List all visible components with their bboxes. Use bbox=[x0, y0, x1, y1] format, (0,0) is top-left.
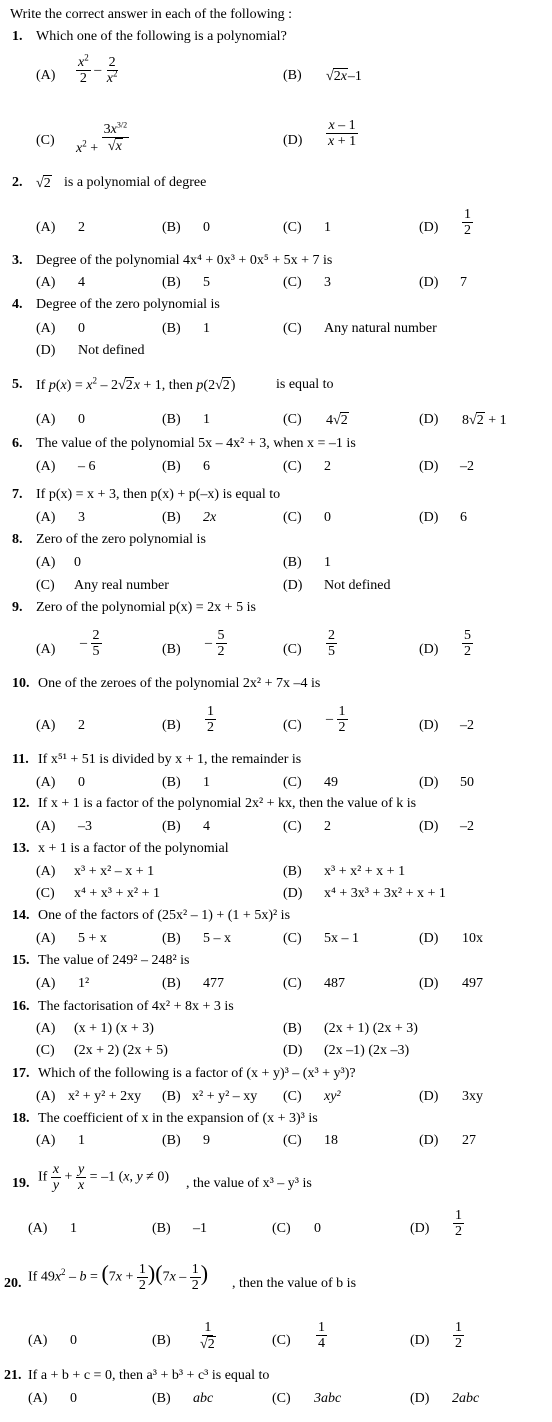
q13-option-d-label: (D) bbox=[283, 886, 303, 901]
q2-text: is a polynomial of degree bbox=[64, 175, 207, 190]
q10-option-b-value: $\frac{1}{2}$ bbox=[207, 704, 214, 735]
q21-number: 21. bbox=[4, 1368, 22, 1383]
q6-option-d-label: (D) bbox=[419, 459, 439, 474]
instruction: Write the correct answer in each of the following : bbox=[10, 7, 293, 22]
q16-option-c-label: (C) bbox=[36, 1043, 55, 1058]
q9-option-b-value: – $\frac{5}{2}$ bbox=[205, 628, 225, 659]
q5-condition: If $p(x) = x^2 - 2√2x + 1$, then p(2√2) bbox=[36, 375, 236, 393]
q4-option-b-label: (B) bbox=[162, 321, 181, 336]
q8-option-b-value: 1 bbox=[324, 555, 331, 570]
q4-option-c-value: Any natural number bbox=[324, 321, 437, 336]
q20-option-d-label: (D) bbox=[410, 1333, 430, 1348]
q15-option-b-value: 477 bbox=[203, 976, 224, 991]
q21-text: If a + b + c = 0, then a³ + b³ + c³ is equal to bbox=[28, 1368, 270, 1383]
q19-option-d-label: (D) bbox=[410, 1221, 430, 1236]
q10-number: 10. bbox=[12, 676, 30, 691]
q4-option-b-value: 1 bbox=[203, 321, 210, 336]
q10-option-c-value: – $\frac{1}{2}$ bbox=[326, 704, 346, 735]
q13-text: x + 1 is a factor of the polynomial bbox=[38, 841, 229, 856]
q7-option-a-value: 3 bbox=[78, 510, 85, 525]
q13-option-c-label: (C) bbox=[36, 886, 55, 901]
q10-option-d-label: (D) bbox=[419, 718, 439, 733]
q11-option-d-value: 50 bbox=[460, 775, 474, 790]
q16-option-b-value: (2x + 1) (2x + 3) bbox=[324, 1021, 418, 1036]
q14-option-c-value: 5x – 1 bbox=[324, 931, 359, 946]
q1-number: 1. bbox=[12, 29, 23, 44]
q1-option-b-label: (B) bbox=[283, 68, 302, 83]
q7-option-b-value: 2x bbox=[203, 510, 217, 525]
q6-option-b-label: (B) bbox=[162, 459, 181, 474]
q17-option-b-value: x² + y² – xy bbox=[192, 1089, 258, 1104]
q19-option-a-label: (A) bbox=[28, 1221, 48, 1236]
q20-option-b-label: (B) bbox=[152, 1333, 171, 1348]
q16-option-b-label: (B) bbox=[283, 1021, 302, 1036]
q1-option-a-label: (A) bbox=[36, 68, 56, 83]
q9-option-d-label: (D) bbox=[419, 642, 439, 657]
q3-option-d-value: 7 bbox=[460, 275, 467, 290]
q6-option-c-value: 2 bbox=[324, 459, 331, 474]
q20-option-b-value: $\frac{1}{√2}$ bbox=[200, 1320, 215, 1352]
q2-option-b-value: 0 bbox=[203, 220, 210, 235]
q5-option-c-label: (C) bbox=[283, 412, 302, 427]
q7-option-d-label: (D) bbox=[419, 510, 439, 525]
q2-option-a-value: 2 bbox=[78, 220, 85, 235]
q14-option-b-value: 5 – x bbox=[203, 931, 231, 946]
q1-option-d-label: (D) bbox=[283, 133, 303, 148]
q12-number: 12. bbox=[12, 796, 30, 811]
q21-option-d-value: 2abc bbox=[452, 1391, 480, 1406]
q3-option-b-label: (B) bbox=[162, 275, 181, 290]
q11-option-a-value: 0 bbox=[78, 775, 85, 790]
q3-text: Degree of the polynomial 4x⁴ + 0x³ + 0x⁵ + 5x + 7 is bbox=[36, 253, 333, 268]
q6-text: The value of the polynomial 5x – 4x² + 3, when x = –1 is bbox=[36, 436, 356, 451]
q6-number: 6. bbox=[12, 436, 23, 451]
q2-option-c-value: 1 bbox=[324, 220, 331, 235]
q16-option-c-value: (2x + 2) (2x + 5) bbox=[74, 1043, 168, 1058]
q9-option-d-value: $\frac{5}{2}$ bbox=[464, 628, 471, 659]
q5-option-b-label: (B) bbox=[162, 412, 181, 427]
q17-option-b-label: (B) bbox=[162, 1089, 181, 1104]
q16-option-d-label: (D) bbox=[283, 1043, 303, 1058]
q14-number: 14. bbox=[12, 908, 30, 923]
q8-option-a-label: (A) bbox=[36, 555, 56, 570]
q2-option-a-label: (A) bbox=[36, 220, 56, 235]
q4-option-a-label: (A) bbox=[36, 321, 56, 336]
q13-option-b-label: (B) bbox=[283, 864, 302, 879]
q12-option-a-value: –3 bbox=[78, 819, 92, 834]
q3-option-d-label: (D) bbox=[419, 275, 439, 290]
q14-option-b-label: (B) bbox=[162, 931, 181, 946]
q21-option-c-label: (C) bbox=[272, 1391, 291, 1406]
q15-option-c-label: (C) bbox=[283, 976, 302, 991]
q1-option-a-expr: $\frac{x^2}{2}$ – $\frac{2}{x^2}$ bbox=[78, 52, 118, 86]
q5-text: is equal to bbox=[276, 377, 334, 392]
q1-option-c-label: (C) bbox=[36, 133, 55, 148]
q6-option-b-value: 6 bbox=[203, 459, 210, 474]
q9-option-a-value: – $\frac{2}{5}$ bbox=[80, 628, 100, 659]
q1-text: Which one of the following is a polynomial? bbox=[36, 29, 287, 44]
q4-option-a-value: 0 bbox=[78, 321, 85, 336]
q16-text: The factorisation of 4x² + 8x + 3 is bbox=[38, 999, 234, 1014]
q13-option-d-value: x⁴ + 3x³ + 3x² + x + 1 bbox=[324, 886, 446, 901]
q7-option-d-value: 6 bbox=[460, 510, 467, 525]
q18-option-c-label: (C) bbox=[283, 1133, 302, 1148]
q4-option-d-value: Not defined bbox=[78, 343, 145, 358]
q20-option-c-value: $\frac{1}{4}$ bbox=[318, 1320, 325, 1351]
q13-option-c-value: x⁴ + x³ + x² + 1 bbox=[74, 886, 160, 901]
q15-option-c-value: 487 bbox=[324, 976, 345, 991]
q6-option-d-value: –2 bbox=[460, 459, 474, 474]
q8-option-d-value: Not defined bbox=[324, 578, 391, 593]
q20-option-a-label: (A) bbox=[28, 1333, 48, 1348]
q17-option-c-value: xy² bbox=[324, 1089, 341, 1104]
q8-text: Zero of the zero polynomial is bbox=[36, 532, 206, 547]
q5-option-c-value: 4√2 bbox=[326, 413, 348, 428]
q3-option-a-value: 4 bbox=[78, 275, 85, 290]
q4-text: Degree of the zero polynomial is bbox=[36, 297, 220, 312]
q8-option-a-value: 0 bbox=[74, 555, 81, 570]
q12-text: If x + 1 is a factor of the polynomial 2x² + kx, then the value of k is bbox=[38, 796, 417, 811]
q13-option-a-label: (A) bbox=[36, 864, 56, 879]
q5-option-d-value: 8√2 + 1 bbox=[462, 413, 507, 428]
q15-number: 15. bbox=[12, 953, 30, 968]
q4-option-d-label: (D) bbox=[36, 343, 56, 358]
q17-option-d-label: (D) bbox=[419, 1089, 439, 1104]
q20-option-c-label: (C) bbox=[272, 1333, 291, 1348]
q17-option-d-value: 3xy bbox=[462, 1089, 483, 1104]
q12-option-c-label: (C) bbox=[283, 819, 302, 834]
q16-option-d-value: (2x –1) (2x –3) bbox=[324, 1043, 410, 1058]
q11-option-b-label: (B) bbox=[162, 775, 181, 790]
q18-option-d-value: 27 bbox=[462, 1133, 476, 1148]
q19-option-b-value: –1 bbox=[193, 1221, 207, 1236]
q11-text: If x⁵¹ + 51 is divided by x + 1, the remainder is bbox=[38, 752, 302, 767]
q13-option-b-value: x³ + x² + x + 1 bbox=[324, 864, 406, 879]
q2-option-c-label: (C) bbox=[283, 220, 302, 235]
q7-option-b-label: (B) bbox=[162, 510, 181, 525]
q8-option-b-label: (B) bbox=[283, 555, 302, 570]
q3-option-c-value: 3 bbox=[324, 275, 331, 290]
q8-number: 8. bbox=[12, 532, 23, 547]
q3-number: 3. bbox=[12, 253, 23, 268]
q19-text: , the value of x³ – y³ is bbox=[186, 1176, 312, 1191]
q16-option-a-value: (x + 1) (x + 3) bbox=[74, 1021, 154, 1036]
q20-condition: If $49x^2 - b = (7x$ + $\frac{1}{2}$ )(7x – $\frac{1}{2}$ ) bbox=[28, 1260, 209, 1293]
q15-option-d-value: 497 bbox=[462, 976, 483, 991]
q15-option-b-label: (B) bbox=[162, 976, 181, 991]
q11-option-c-label: (C) bbox=[283, 775, 302, 790]
q10-text: One of the zeroes of the polynomial 2x² + 7x –4 is bbox=[38, 676, 321, 691]
q13-option-a-value: x³ + x² – x + 1 bbox=[74, 864, 155, 879]
q9-number: 9. bbox=[12, 600, 23, 615]
q14-option-d-label: (D) bbox=[419, 931, 439, 946]
q1-option-d-expr: $\frac{x - 1}{x + 1}$ bbox=[328, 118, 357, 149]
q15-option-d-label: (D) bbox=[419, 976, 439, 991]
q15-text: The value of 249² – 248² is bbox=[38, 953, 190, 968]
q16-option-a-label: (A) bbox=[36, 1021, 56, 1036]
q14-option-c-label: (C) bbox=[283, 931, 302, 946]
q5-option-d-label: (D) bbox=[419, 412, 439, 427]
q3-option-b-value: 5 bbox=[203, 275, 210, 290]
q12-option-b-label: (B) bbox=[162, 819, 181, 834]
q14-option-d-value: 10x bbox=[462, 931, 483, 946]
q18-option-a-label: (A) bbox=[36, 1133, 56, 1148]
q14-option-a-value: 5 + x bbox=[78, 931, 107, 946]
q11-number: 11. bbox=[12, 752, 29, 767]
q11-option-a-label: (A) bbox=[36, 775, 56, 790]
q19-option-c-label: (C) bbox=[272, 1221, 291, 1236]
q9-text: Zero of the polynomial p(x) = 2x + 5 is bbox=[36, 600, 256, 615]
q17-option-c-label: (C) bbox=[283, 1089, 302, 1104]
q17-option-a-value: x² + y² + 2xy bbox=[68, 1089, 142, 1104]
q7-option-c-value: 0 bbox=[324, 510, 331, 525]
q21-option-a-value: 0 bbox=[70, 1391, 77, 1406]
q10-option-a-value: 2 bbox=[78, 718, 85, 733]
q18-option-c-value: 18 bbox=[324, 1133, 338, 1148]
q10-option-a-label: (A) bbox=[36, 718, 56, 733]
q2-option-d-label: (D) bbox=[419, 220, 439, 235]
q19-option-d-value: $\frac{1}{2}$ bbox=[455, 1208, 462, 1239]
q20-option-d-value: $\frac{1}{2}$ bbox=[455, 1320, 462, 1351]
q12-option-a-label: (A) bbox=[36, 819, 56, 834]
q6-option-a-label: (A) bbox=[36, 459, 56, 474]
q20-number: 20. bbox=[4, 1276, 22, 1291]
q21-option-a-label: (A) bbox=[28, 1391, 48, 1406]
q14-option-a-label: (A) bbox=[36, 931, 56, 946]
q2-option-d-value: $\frac{1}{2}$ bbox=[464, 207, 471, 238]
q18-option-a-value: 1 bbox=[78, 1133, 85, 1148]
q9-option-b-label: (B) bbox=[162, 642, 181, 657]
q5-option-b-value: 1 bbox=[203, 412, 210, 427]
q21-option-c-value: 3abc bbox=[314, 1391, 342, 1406]
q10-option-c-label: (C) bbox=[283, 718, 302, 733]
q2-option-b-label: (B) bbox=[162, 220, 181, 235]
q5-option-a-value: 0 bbox=[78, 412, 85, 427]
q12-option-d-value: –2 bbox=[460, 819, 474, 834]
q19-option-b-label: (B) bbox=[152, 1221, 171, 1236]
q20-option-a-value: 0 bbox=[70, 1333, 77, 1348]
q17-number: 17. bbox=[12, 1066, 30, 1081]
q9-option-c-value: $\frac{2}{5}$ bbox=[328, 628, 335, 659]
q17-text: Which of the following is a factor of (x + y)³ – (x³ + y³)? bbox=[38, 1066, 356, 1081]
q18-option-b-label: (B) bbox=[162, 1133, 181, 1148]
q21-option-b-label: (B) bbox=[152, 1391, 171, 1406]
q1-option-b-expr: √2x–1 bbox=[326, 69, 362, 84]
q6-option-c-label: (C) bbox=[283, 459, 302, 474]
q18-number: 18. bbox=[12, 1111, 30, 1126]
q7-option-a-label: (A) bbox=[36, 510, 56, 525]
q2-sqrt2: √2 bbox=[36, 176, 51, 191]
q7-number: 7. bbox=[12, 487, 23, 502]
q8-option-c-value: Any real number bbox=[74, 578, 169, 593]
q5-option-a-label: (A) bbox=[36, 412, 56, 427]
q8-option-d-label: (D) bbox=[283, 578, 303, 593]
q15-option-a-label: (A) bbox=[36, 976, 56, 991]
q4-number: 4. bbox=[12, 297, 23, 312]
q14-text: One of the factors of (25x² – 1) + (1 + 5x)² is bbox=[38, 908, 291, 923]
q9-option-a-label: (A) bbox=[36, 642, 56, 657]
q8-option-c-label: (C) bbox=[36, 578, 55, 593]
q18-text: The coefficient of x in the expansion of (x + 3)³ is bbox=[38, 1111, 318, 1126]
q9-option-c-label: (C) bbox=[283, 642, 302, 657]
q7-option-c-label: (C) bbox=[283, 510, 302, 525]
q18-option-d-label: (D) bbox=[419, 1133, 439, 1148]
q16-number: 16. bbox=[12, 999, 30, 1014]
q4-option-c-label: (C) bbox=[283, 321, 302, 336]
q2-number: 2. bbox=[12, 175, 23, 190]
q6-option-a-value: – 6 bbox=[78, 459, 96, 474]
q1-option-c-expr: $x^2$ + $\frac{3x^{3/2}}{√x}$ bbox=[76, 120, 128, 157]
q15-option-a-value: 1² bbox=[78, 976, 90, 991]
q13-number: 13. bbox=[12, 841, 30, 856]
q19-condition: If $\frac{x}{y}$ + $\frac{y}{x}$ = –1 (x, y ≠ 0) bbox=[38, 1162, 170, 1193]
q3-option-c-label: (C) bbox=[283, 275, 302, 290]
q12-option-d-label: (D) bbox=[419, 819, 439, 834]
q10-option-d-value: –2 bbox=[460, 718, 474, 733]
q11-option-b-value: 1 bbox=[203, 775, 210, 790]
q21-option-d-label: (D) bbox=[410, 1391, 430, 1406]
q5-number: 5. bbox=[12, 377, 23, 392]
q19-option-c-value: 0 bbox=[314, 1221, 321, 1236]
q10-option-b-label: (B) bbox=[162, 718, 181, 733]
q19-option-a-value: 1 bbox=[70, 1221, 77, 1236]
q3-option-a-label: (A) bbox=[36, 275, 56, 290]
q17-option-a-label: (A) bbox=[36, 1089, 56, 1104]
q11-option-d-label: (D) bbox=[419, 775, 439, 790]
q7-text: If p(x) = x + 3, then p(x) + p(–x) is equal to bbox=[36, 487, 281, 502]
q11-option-c-value: 49 bbox=[324, 775, 338, 790]
q12-option-b-value: 4 bbox=[203, 819, 210, 834]
q12-option-c-value: 2 bbox=[324, 819, 331, 834]
q18-option-b-value: 9 bbox=[203, 1133, 210, 1148]
q21-option-b-value: abc bbox=[193, 1391, 214, 1406]
q20-text: , then the value of b is bbox=[232, 1276, 357, 1291]
q19-number: 19. bbox=[12, 1176, 30, 1191]
